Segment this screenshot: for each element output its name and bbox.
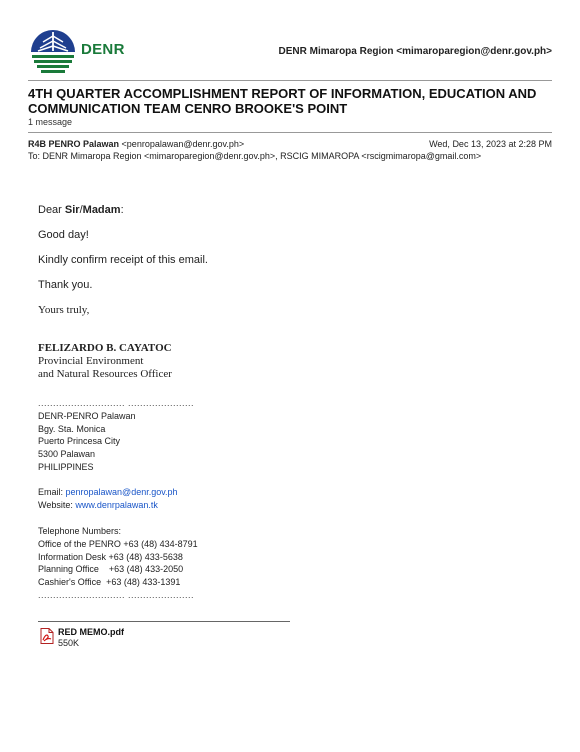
salutation-name-2: Madam [82,204,121,216]
denr-logo [28,28,128,76]
website-link[interactable]: www.denrpalawan.tk [75,499,158,510]
phone-block [38,525,198,602]
dotted-separator-top: ............................. ...................... [38,398,195,408]
thanks-text: Thank you. [38,279,93,291]
salutation-slash: / [79,204,83,216]
attachment-name[interactable]: RED MEMO.pdf [58,627,124,637]
contact-block [38,486,178,512]
salutation-name-1: Sir [64,204,80,216]
address-line-4: PHILIPPINES [38,461,94,472]
recipients-line: To: DENR Mimaropa Region <mimaroparegion@denr.gov.ph>, RSCIG MIMAROPA <rscigmimaropa@gmail.com> [28,151,482,161]
attachment-divider [38,621,290,622]
header-divider [28,80,552,81]
email-date: Wed, Dec 13, 2023 at 2:28 PM [429,139,552,149]
request-text: Kindly confirm receipt of this email. [38,254,208,266]
signature-name-block [38,342,172,381]
phones-label: Telephone Numbers: [38,526,122,536]
address-line-2: Puerto Princesa City [38,436,121,447]
pdf-file-icon[interactable] [40,628,54,644]
account-label: DENR Mimaropa Region <mimaroparegion@denr.gov.ph> [278,46,552,57]
email-label: Email: [38,487,66,497]
subject-divider [28,132,552,133]
phone-row: Office of the PENRO +63 (48) 434-8791 [38,538,198,549]
website-label: Website: [38,499,76,510]
phone-row: Planning Office +63 (48) 433-2050 [38,564,184,575]
email-header [28,28,552,78]
sender-name[interactable]: R4B PENRO Palawan [28,139,120,149]
email-row [38,486,178,499]
signatory-name: FELIZARDO B. CAYATOC [38,342,172,354]
signature-office-block [38,397,194,474]
from-line [28,139,552,149]
subject-line-2: COMMUNICATION TEAM CENRO BROOKE'S POINT [28,101,348,116]
signatory-title-1: Provincial Environment [38,355,144,367]
email-link[interactable]: penropalawan@denr.gov.ph [65,487,178,497]
phone-row: Information Desk +63 (48) 433-5638 [38,551,183,562]
salutation-prefix: Dear [38,204,65,216]
signatory-title-2: and Natural Resources Officer [38,368,172,380]
email-subject [28,86,552,116]
address-line-3: 5300 Palawan [38,449,96,460]
office-name: DENR-PENRO Palawan [38,410,136,421]
greeting: Good day! [38,229,89,241]
denr-logo-icon [28,28,78,76]
phone-row: Cashier's Office +63 (48) 433-1391 [38,577,181,588]
salutation [38,204,124,216]
salutation-suffix: : [120,204,124,216]
attachment-size: 550K [58,638,80,648]
subject-line-1: 4TH QUARTER ACCOMPLISHMENT REPORT OF INFORMATION, EDUCATION AND [28,86,537,101]
sender-address[interactable]: <penropalawan@denr.gov.ph> [121,139,245,149]
logo-text: DENR [81,41,125,58]
website-row [38,499,178,512]
closing-text: Yours truly, [38,304,90,316]
address-line-1: Bgy. Sta. Monica [38,423,106,434]
message-count: 1 message [28,117,73,127]
dotted-separator-bottom: ............................. ...................... [38,589,195,600]
